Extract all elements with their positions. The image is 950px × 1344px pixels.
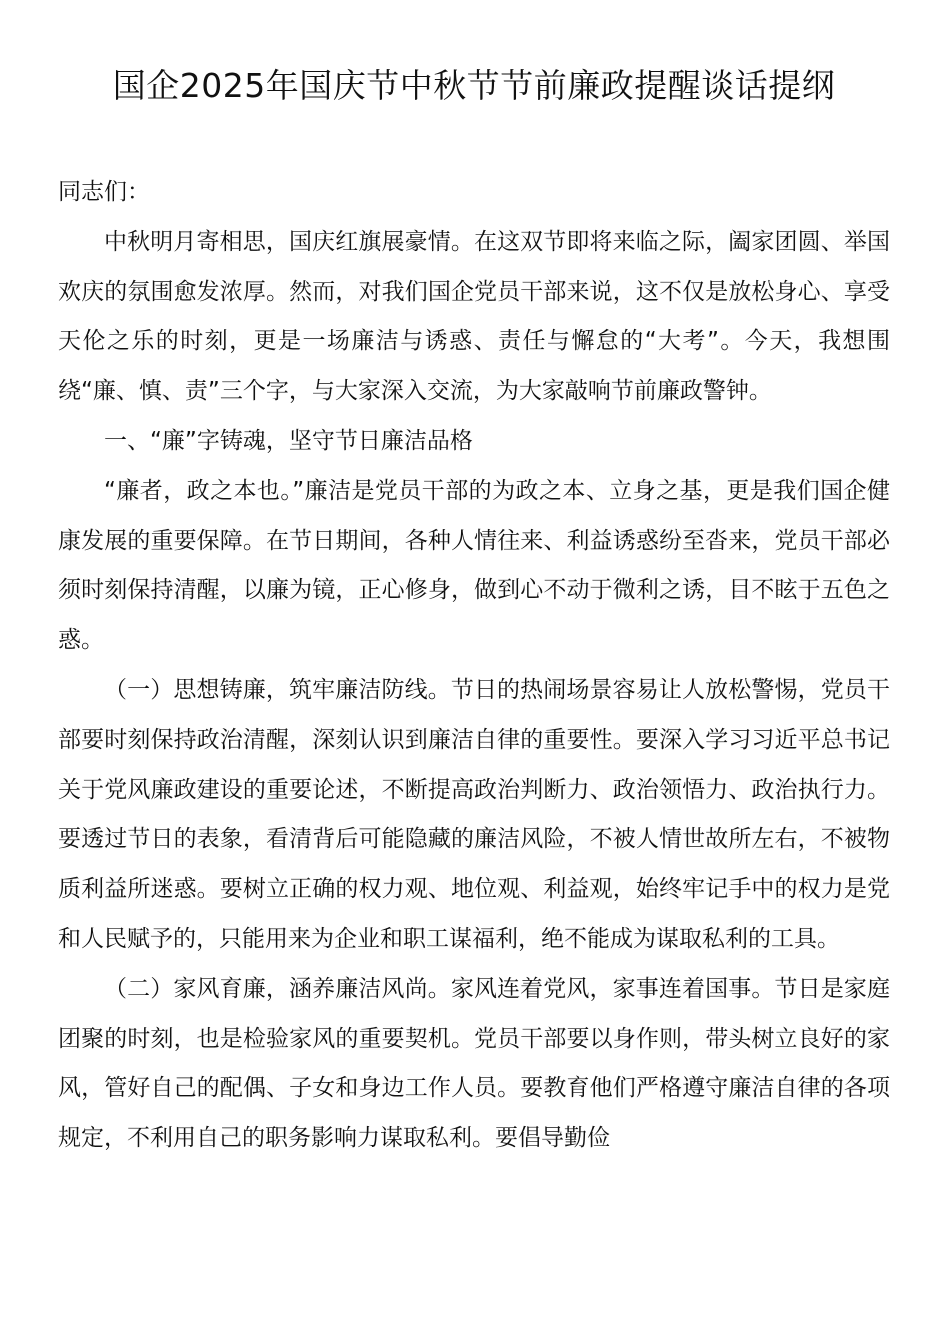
point-1-paragraph: （一）思想铸廉，筑牢廉洁防线。节日的热闹场景容易让人放松警惕，党员干部要时刻保持政治清醒，深刻认识到廉洁自律的重要性。要深入学习习近平总书记关于党风廉政建设的重要论述，不断提高政治判断力、政治领悟力、政治执行力。要透过节日的表象，看清背后可能隐藏的廉洁风险，不被人情世故所左右，不被物质利益所迷惑。要树立正确的权力观、地位观、利益观，始终牢记手中的权力是党和人民赋予的，只能用来为企业和职工谋福利，绝不能成为谋取私利的工具。	[58, 676, 890, 952]
salutation: 同志们：	[58, 179, 150, 205]
section-1-intro-paragraph: “廉者，政之本也。”廉洁是党员干部的为政之本、立身之基，更是我们国企健康发展的重要保障。在节日期间，各种人情往来、利益诱惑纷至沓来，党员干部必须时刻保持清醒，以廉为镜，正心修身，做到心不动于微利之诱，目不眩于五色之惑。	[58, 477, 890, 654]
section-heading-1: 一、“廉”字铸魂，坚守节日廉洁品格	[104, 427, 473, 454]
intro-paragraph: 中秋明月寄相思，国庆红旗展豪情。在这双节即将来临之际，阖家团圆、举国欢庆的氛围愈发浓厚。然而，对我们国企党员干部来说，这不仅是放松身心、享受天伦之乐的时刻，更是一场廉洁与诱惑、责任与懈怠的“大考”。今天，我想围绕“廉、慎、责”三个字，与大家深入交流，为大家敲响节前廉政警钟。	[58, 228, 890, 405]
point-2-paragraph: （二）家风育廉，涵养廉洁风尚。家风连着党风，家事连着国事。节日是家庭团聚的时刻，也是检验家风的重要契机。党员干部要以身作则，带头树立良好的家风，管好自己的配偶、子女和身边工作人员。要教育他们严格遵守廉洁自律的各项规定，不利用自己的职务影响力谋取私利。要倡导勤俭	[58, 975, 890, 1152]
document-title: 国企2025年国庆节中秋节节前廉政提醒谈话提纲	[112, 66, 836, 105]
